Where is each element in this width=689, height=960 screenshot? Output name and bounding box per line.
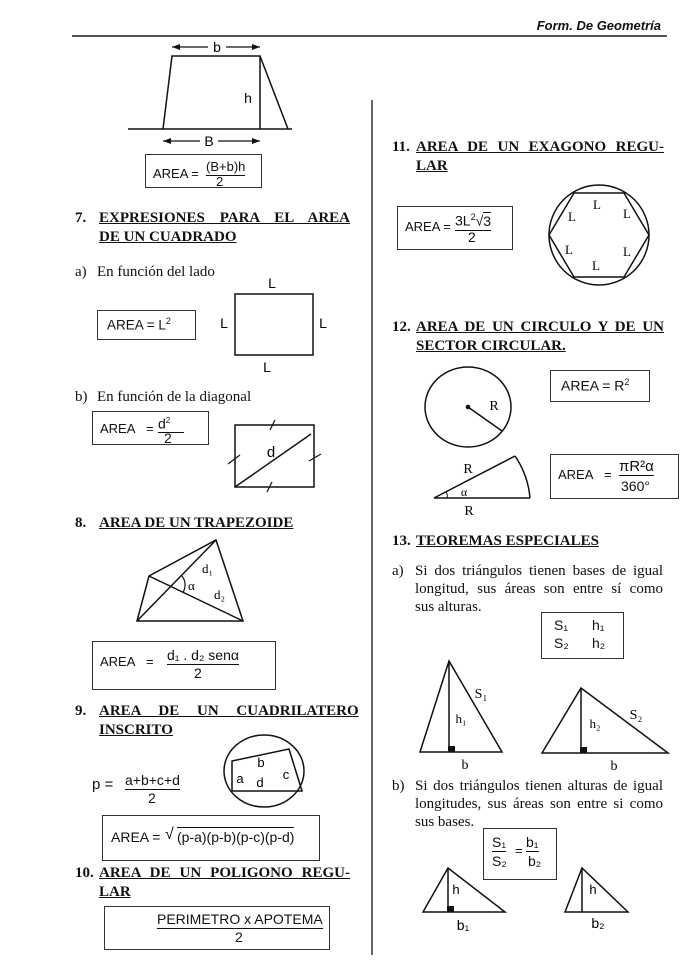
label-s2: S₂ <box>629 708 643 723</box>
formula-numerator: PERIMETRO x APOTEMA <box>157 911 323 927</box>
section-title-line2: DE UN CUADRADO <box>99 229 237 245</box>
section-title-line2: SECTOR CIRCULAR. <box>416 338 566 354</box>
formula-lhs: AREA = <box>153 166 199 181</box>
formula-numerator: $3L^2√3$ <box>455 209 491 231</box>
radius-label-base: R <box>464 504 474 519</box>
section-13a-line2: longitud, sus áreas son entre sí como <box>415 581 663 597</box>
circle-diagram <box>423 365 513 450</box>
section-number: 10. <box>75 865 94 881</box>
formula-numerator: πR²α <box>619 458 654 475</box>
label-h: h <box>589 882 597 897</box>
section-number: 7. <box>75 210 87 226</box>
side-label-left: L <box>220 315 228 331</box>
circular-sector-diagram <box>430 455 540 520</box>
section-title-line1: AREA DE UN CIRCULO Y DE UN <box>416 319 664 335</box>
ratio-s1: S₁ <box>492 834 507 850</box>
section-number: 9. <box>75 703 87 719</box>
formula-eq: = <box>146 654 154 669</box>
formula-denominator: 2 <box>148 790 156 806</box>
inscribed-quadrilateral-diagram <box>220 733 312 808</box>
section-7a-label: a) <box>75 264 87 280</box>
side-label-top: L <box>268 275 276 291</box>
square-diagonal-diagram <box>225 415 325 495</box>
section-13b-label: b) <box>392 778 405 794</box>
side-label: L <box>568 209 576 224</box>
circle-area-formula <box>550 370 650 402</box>
formula-denominator: 2 <box>235 929 243 945</box>
label-d1: d₁ <box>202 561 214 576</box>
formula-lhs: AREA <box>100 654 136 669</box>
ratio-h1: h₁ <box>592 617 605 633</box>
section-title: TEOREMAS ESPECIALES <box>416 533 599 549</box>
section-13b-line3: sus bases. <box>415 814 475 830</box>
label-d: d <box>256 775 264 790</box>
section-7b-text: En función de la diagonal <box>97 389 252 405</box>
side-label: L <box>565 242 573 257</box>
label-B: B <box>204 133 214 149</box>
section-7a-text: En función del lado <box>97 264 215 280</box>
ratio-s2: S₂ <box>554 635 569 651</box>
formula-radicand: (p-a)(p-b)(p-c)(p-d) <box>177 829 295 845</box>
section-7b-label: b) <box>75 389 88 405</box>
section-10-title <box>75 864 350 904</box>
side-label: L <box>623 206 631 221</box>
side-label-bottom: L <box>263 359 271 375</box>
section-11-title <box>392 138 664 178</box>
triangle-s1-diagram <box>415 655 515 775</box>
ratio-s2: S₂ <box>492 853 507 869</box>
formula-numerator: a+b+c+d <box>125 772 180 788</box>
sector-area-formula <box>550 454 679 499</box>
label-s1: S₁ <box>474 687 488 702</box>
heights-ratio-box <box>541 612 624 659</box>
formula-text: AREA = $L^2$ <box>107 316 171 333</box>
hexagon-area-formula <box>397 206 513 250</box>
section-number: 13. <box>392 533 411 549</box>
formula-denominator: 2 <box>468 229 476 245</box>
label-h2: h₂ <box>589 716 601 731</box>
section-8-title <box>75 514 350 534</box>
ratio-eq: = <box>515 843 523 858</box>
radius-label: R <box>489 399 499 414</box>
section-number: 8. <box>75 515 87 531</box>
polygon-area-formula <box>104 906 330 950</box>
angle-label: α <box>460 485 468 499</box>
formula-lhs: p = <box>92 776 114 793</box>
square-diagonal-formula <box>92 411 209 445</box>
label-b2: b₂ <box>591 915 605 931</box>
label-alpha: α <box>188 578 195 593</box>
diagonal-label: d <box>266 444 276 461</box>
trapezoid-area-formula <box>92 641 276 690</box>
section-13a-label: a) <box>392 563 404 579</box>
triangle-b2-diagram <box>560 862 640 937</box>
label-h1: h₁ <box>455 711 467 726</box>
formula-denominator: 2 <box>194 665 202 681</box>
formula-lhs: AREA <box>558 467 594 482</box>
trapezoid-area-formula <box>145 154 262 188</box>
formula-numerator: $d^2$ <box>158 413 184 433</box>
formula-numerator: (B+b)h <box>206 159 246 174</box>
section-13a-line1: Si dos triángulos tienen bases de igual <box>415 563 663 579</box>
formula-denominator: 2 <box>216 175 224 186</box>
label-a: a <box>236 771 244 786</box>
formula-lhs: AREA = <box>405 219 451 234</box>
formula-text: AREA = $R^2$ <box>561 377 630 394</box>
section-title-line2: LAR <box>99 884 131 900</box>
ratio-s1: S₁ <box>554 617 569 633</box>
section-13b-line2: longitudes, sus áreas son entre si como <box>415 796 663 812</box>
formula-denominator: 360° <box>621 478 650 494</box>
section-12-title <box>392 318 664 358</box>
section-title-line1: EXPRESIONES PARA EL AREA <box>99 210 350 226</box>
section-title-line1: AREA DE UN CUADRILATERO <box>99 703 359 719</box>
radius-label-slant: R <box>463 462 473 477</box>
square-side-diagram <box>212 270 342 378</box>
ratio-b2: b₂ <box>528 853 542 869</box>
label-d2: d₂ <box>214 587 226 602</box>
hexagon-diagram <box>545 184 665 289</box>
section-number: 11. <box>392 139 410 155</box>
label-b: b <box>257 755 265 770</box>
label-h: h <box>452 882 460 897</box>
trapezoid-quadrilateral-diagram <box>130 535 270 625</box>
label-b: b <box>610 759 618 774</box>
semiperimeter-formula <box>92 770 202 810</box>
label-b1: b₁ <box>456 917 470 933</box>
radical-sign: √ <box>165 826 174 843</box>
label-b: b <box>213 39 221 55</box>
formula-lhs: AREA = <box>111 829 161 845</box>
formula-eq: = <box>146 421 154 436</box>
square-side-formula <box>97 310 196 340</box>
section-13b-line1: Si dos triángulos tienen alturas de igual <box>415 778 663 794</box>
section-13-title <box>392 532 664 552</box>
triangle-b1-diagram <box>418 862 518 937</box>
formula-denominator: 2 <box>164 430 172 446</box>
section-title-line1: AREA DE UN POLIGONO REGU- <box>99 865 350 881</box>
section-title-line2: INSCRITO <box>99 722 173 738</box>
page-header-title: Form. De Geometría <box>536 18 661 33</box>
label-c: c <box>282 767 290 782</box>
formula-lhs: AREA <box>100 421 136 436</box>
ratio-h2: h₂ <box>592 635 606 651</box>
ratio-b1: b₁ <box>526 834 539 850</box>
formula-eq: = <box>604 467 612 482</box>
section-13a-line3: sus alturas. <box>415 599 482 615</box>
column-divider <box>371 100 373 955</box>
section-title-line2: LAR <box>416 158 448 174</box>
side-label: L <box>592 258 600 273</box>
section-number: 12. <box>392 319 411 335</box>
side-label: L <box>623 244 631 259</box>
section-7-title <box>75 209 350 249</box>
inscribed-area-formula <box>102 815 320 861</box>
triangle-s2-diagram <box>535 680 670 775</box>
formula-numerator: d₁ . d₂ senα <box>167 647 239 663</box>
trapezoid-diagram <box>120 35 300 150</box>
side-label: L <box>593 197 601 212</box>
section-title: AREA DE UN TRAPEZOIDE <box>99 515 294 531</box>
label-h: h <box>244 90 252 106</box>
label-b: b <box>461 758 469 773</box>
side-label-right: L <box>319 315 327 331</box>
section-title-line1: AREA DE UN EXAGONO REGU- <box>416 139 664 155</box>
